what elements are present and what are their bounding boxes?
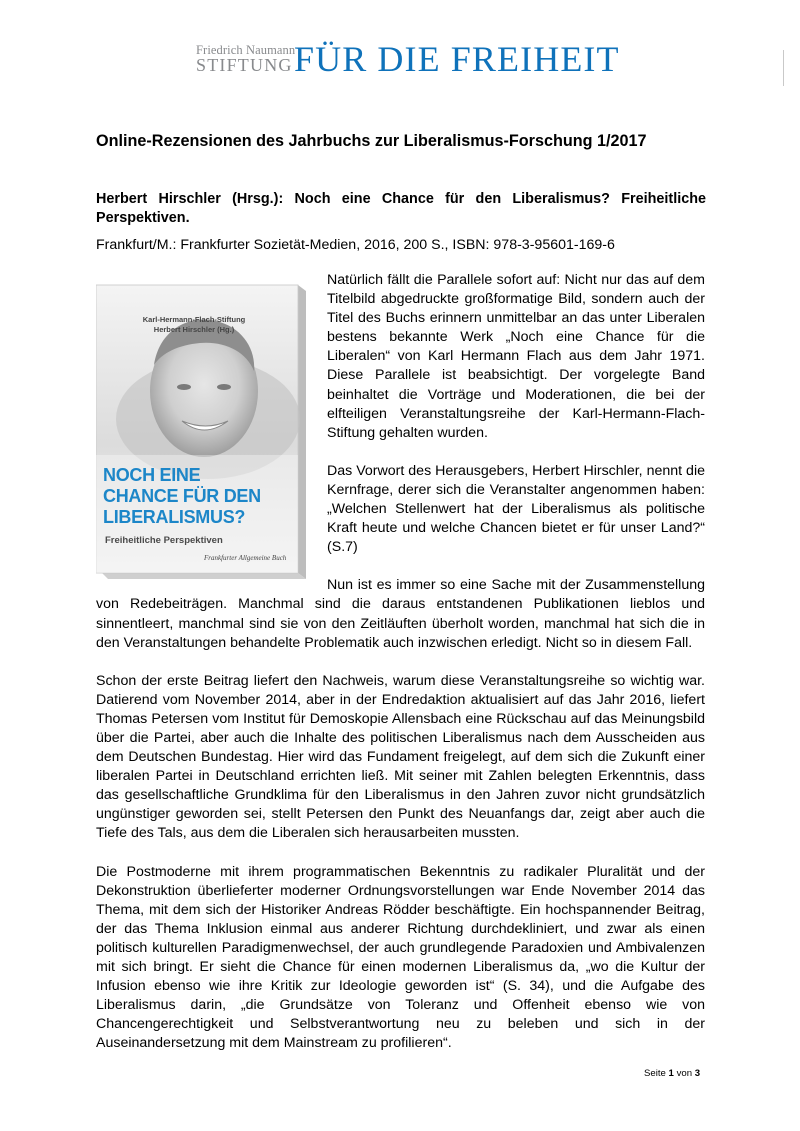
cover-spine-shadow [298,285,306,579]
cover-portrait-eye-right [217,384,231,390]
cover-portrait-eye-left [177,384,191,390]
paragraph: Schon der erste Beitrag liefert den Nachweis, warum diese Veranstaltungsreihe so wichtig war. Datierend vom November 2014, aber in der Endredaktion aktualisiert auf das Jahr 2016, liefert Thomas Petersen vom Institut für Demoskopie Allensbach eine Rückschau auf das Meinungsbild über die Partei, aber auch die Inhalte des politischen Liberalismus nach dem Ausscheiden aus dem Deutschen Bundestag. Hier wird das Fundament freigelegt, auf dem sich die Zukunft einer liberalen Partei in Deutschland errichten ließ. Mit seiner mit Zahlen belegten Erkenntnis, dass das gesellschaftliche Grundklima für den Liberalismus in den Jahren zuvor nicht grundsätzlich ungünstiger geworden sei, stellt Petersen den Punkt des Neuanfangs dar, zeigt aber auch die Tiefe des Tals, aus dem die Liberalen sich herausarbeiten mussten. [96,672,705,842]
page-of: von [676,1068,693,1079]
page-label: Seite [644,1068,666,1079]
header-divider [783,50,784,86]
cover-subtitle: Freiheitliche Perspektiven [105,535,223,546]
paragraph: Das Vorwort des Herausgebers, Herbert Hirschler, nennt die Kernfrage, derer sich die Veranstalter angenommen haben: „Welchen Stellenwert hat der Liberalismus als politische Kraft heute und welche Chancen bietet er für unser Land?“ (S.7) [327,462,705,556]
book-title: Herbert Hirschler (Hrsg.): Noch eine Chance für den Liberalismus? Freiheitliche Perspektiven. [96,191,706,226]
page-current: 1 [668,1068,674,1079]
cover-title [103,465,299,528]
document-title: Online-Rezensionen des Jahrbuchs zur Liberalismus-Forschung 1/2017 [96,132,647,150]
cover-bottom-shadow [102,573,306,579]
logo-main-text: FÜR DIE FREIHEIT [294,39,620,79]
logo-line-1: Friedrich Naumann [196,43,296,57]
cover-title-line-1: NOCH EINE [103,465,201,485]
book-cover-image [96,279,306,581]
review-body [96,271,705,1072]
cover-publisher-foundation: Karl-Hermann-Flach-Stiftung [142,315,246,324]
paragraph: Die Postmoderne mit ihrem programmatischen Bekenntnis zu radikaler Pluralität und der Dekonstruktion überlieferter moderner Ordnungsvorstellungen war Ende November 2014 das Thema, mit dem sich der Historiker Andreas Rödder beschäftigte. Ein hochspannender Beitrag, der das Thema Inklusion einmal aus anderer Richtung durchdekliniert, und zwar als einen politisch kulturellen Paradigmenwechsel, der auch grundlegende Paradoxien und Ambivalenzen mit sich bringt. Er sieht die Chance für einen modernen Liberalismus da, „wo die Kultur der Infusion ebenso wie ihre Kritik zur Ideologie geworden ist“ (S. 34), und die Aufgabe des Liberalismus darin, „die Grundsätze von Toleranz und Offenheit ebenso wie von Chancengerechtigkeit und Selbstverantwortung neu zu beleben und sich in der Auseinandersetzung mit dem Mainstream zu profilieren“. [96,863,705,1052]
cover-title-line-2: CHANCE FÜR DEN [103,486,261,506]
cover-title-line-3: LIBERALISMUS? [103,507,246,527]
cover-editor: Herbert Hirschler (Hg.) [153,325,235,334]
page-number [644,1068,700,1079]
bibliographic-info: Frankfurt/M.: Frankfurter Sozietät-Medien, 2016, 200 S., ISBN: 978-3-95601-169-6 [96,237,615,253]
paragraph: Natürlich fällt die Parallele sofort auf: Nicht nur das auf dem Titelbild abgedruckte großformatige Bild, sondern auch der Titel des Buchs erinnern unmittelbar an das unter Liberalen bestens bekannte Werk „Noch eine Chance für die Liberalen“ von Karl Hermann Flach aus dem Jahr 1971. Diese Parallele ist beabsichtigt. Der vorgelegte Band beinhaltet die Vorträge und Moderationen, die bei der elfteiligen Veranstaltungsreihe der Karl-Hermann-Flach-Stiftung gehalten wurden. [327,272,705,441]
logo-line-2: STIFTUNG [196,55,293,75]
page-total: 3 [694,1068,701,1079]
cover-imprint: Frankfurter Allgemeine Buch [204,554,287,562]
paragraph: Nun ist es immer so eine Sache mit der Zusammenstellung von Redebeiträgen. Manchmal sind die daraus entstandenen Publikationen lieblos und sinnentleert, manchmal sind sie von den Zeitläuften überholt worden, manchmal hat sich die in den Veranstaltungen behandelte Problematik auch inzwischen erledigt. Nicht so in diesem Fall. [96,577,705,651]
